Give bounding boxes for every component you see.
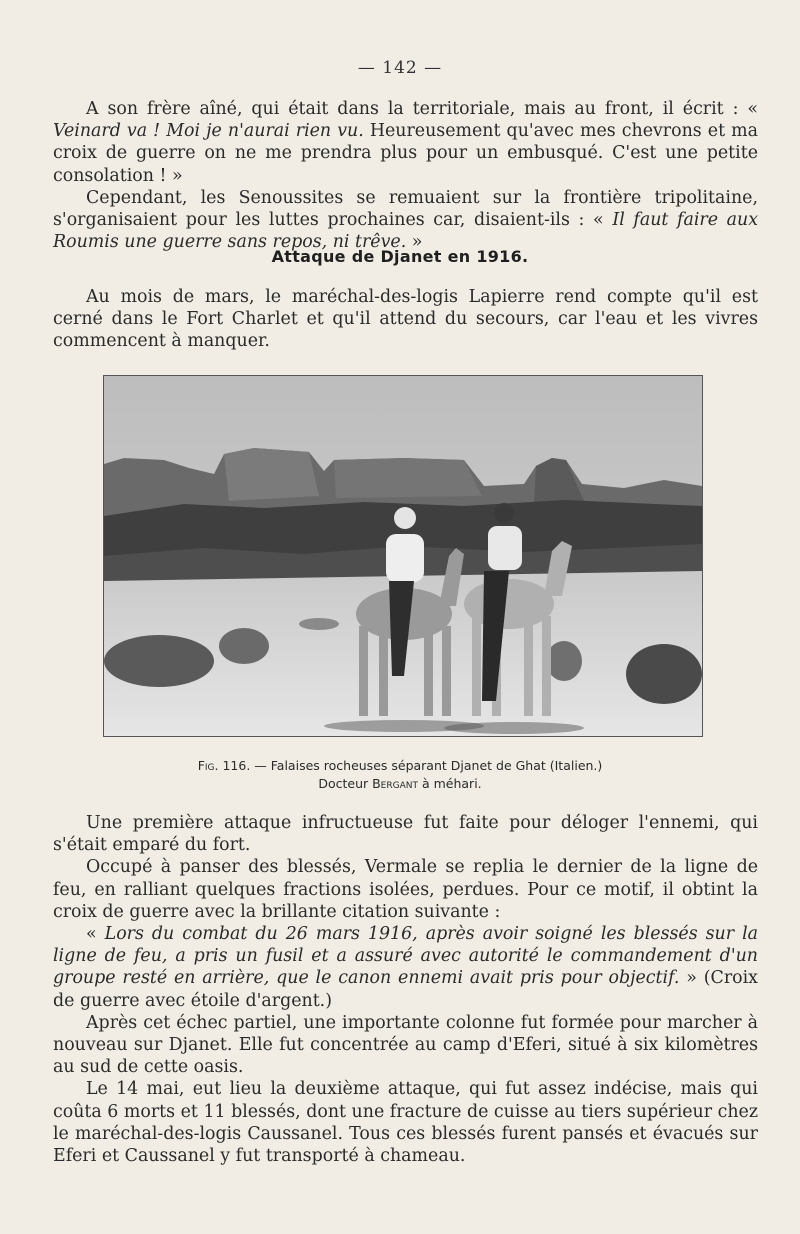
citation-text: Lors du combat du 26 mars 1916, après avoir soigné les blessés sur la ligne de feu, a pris un fusil et a assuré avec autorité le commandement d'un groupe resté en arrière, que le canon ennemi avait pris pour objectif. <box>53 924 758 989</box>
caption-line-2: Docteur Bergant à méhari. <box>318 776 482 791</box>
paragraph-second-attack: Le 14 mai, eut lieu la deuxième attaque, qui fut assez indécise, mais qui coûta 6 morts et 11 blessés, dont une fracture de cuisse au tiers supérieur chez le maréchal-des-logis Caussanel. Tous ces blessés furent pansés et évacués sur Eferi et Caussanel y fut transporté à chameau. <box>53 1079 758 1167</box>
paragraph-intro: Au mois de mars, le maréchal-des-logis Lapierre rend compte qu'il est cerné dans le Fort Charlet et qu'il attend du secours, car l'eau et les vivres commencent à manquer. <box>53 287 758 352</box>
paragraph-citation: « Lors du combat du 26 mars 1916, après avoir soigné les blessés sur la ligne de feu, a pris un fusil et a assuré avec autorité le commandement d'un groupe resté en arrière, que le canon ennemi avait pris pour objectif. » (Croix de guerre avec étoile d'argent.) <box>53 924 758 1011</box>
paragraph-letter: A son frère aîné, qui était dans la territoriale, mais au front, il écrit : « Veinard va ! Moi je n'aurai rien vu. Heureusement qu'avec mes chevrons et ma croix de guerre on ne me prendra plus pour un embusqué. C'est une petite consolation ! » <box>53 99 758 186</box>
paragraph-vermale: Occupé à panser des blessés, Vermale se replia le dernier de la ligne de feu, en ralliant quelques fractions isolées, perdues. Pour ce motif, il obtint la croix de guerre avec la brillante citation suivante : <box>53 857 758 922</box>
page-number: — 142 — <box>357 58 443 78</box>
letter-quote: Veinard va ! Moi je n'aurai rien vu. <box>53 121 364 142</box>
paragraph-senoussites: Cependant, les Senoussites se remuaient sur la frontière tripolitaine, s'organisaient pour les luttes prochaines car, disaient-ils : « Il faut faire aux Roumis une guerre sans repos, ni trêve. » <box>53 187 758 253</box>
paragraph-column: Après cet échec partiel, une importante colonne fut formée pour marcher à nouveau sur Djanet. Elle fut concentrée au camp d'Eferi, situé à six kilomètres au sud de cette oasis. <box>53 1012 758 1078</box>
caption-line-1: Fig. 116. — Falaises rocheuses séparant Djanet de Ghat (Italien.) <box>197 758 603 773</box>
top-text-block <box>53 98 758 253</box>
paragraph-first-attack: Une première attaque infructueuse fut faite pour déloger l'ennemi, qui s'était emparé du fort. <box>53 813 758 856</box>
intro-text-block <box>53 286 758 353</box>
photograph-camel-riders <box>103 375 703 737</box>
senoussites-quote: Il faut faire aux Roumis une guerre sans repos, ni trêve. <box>53 210 758 253</box>
section-heading: Attaque de Djanet en 1916. <box>271 247 529 266</box>
figure-label: Fig. 116. <box>197 758 251 773</box>
body-text-block <box>53 812 758 1167</box>
figure-caption <box>0 757 800 793</box>
